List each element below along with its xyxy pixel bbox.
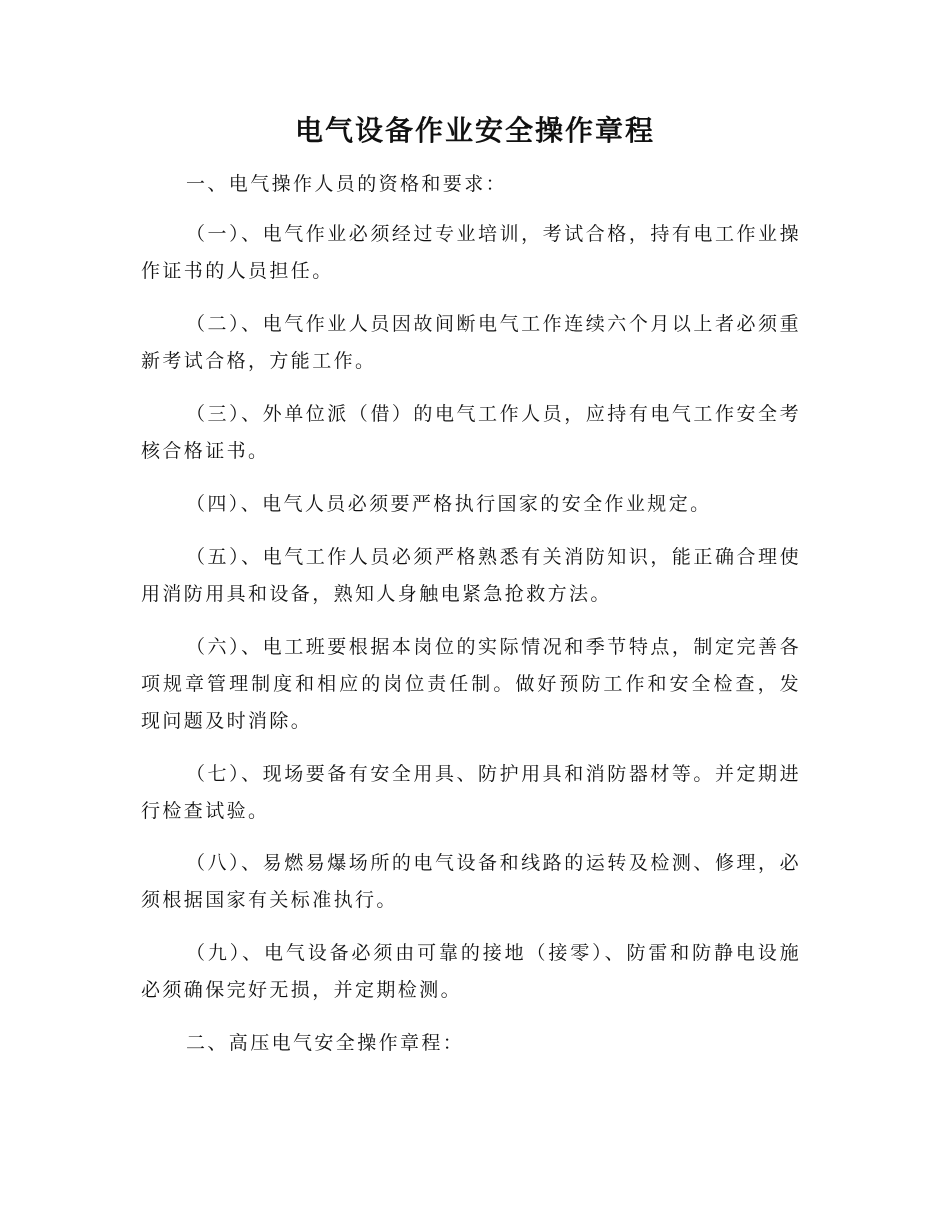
paragraph-9: （九）、电气设备必须由可靠的接地（接零）、防雷和防静电设施必须确保完好无损，并定期检测。 xyxy=(141,942,801,1001)
paragraph-8: （八）、易燃易爆场所的电气设备和线路的运转及检测、修理，必须根据国家有关标准执行。 xyxy=(141,852,801,911)
paragraph-4: （四）、电气人员必须要严格执行国家的安全作业规定。 xyxy=(186,493,712,515)
paragraph-7: （七）、现场要备有安全用具、防护用具和消防器材等。并定期进行检查试验。 xyxy=(141,763,801,822)
paragraph-2: （二）、电气作业人员因故间断电气工作连续六个月以上者必须重新考试合格，方能工作。 xyxy=(141,313,801,372)
paragraph-1: （一）、电气作业必须经过专业培训，考试合格，持有电工作业操作证书的人员担任。 xyxy=(141,223,801,282)
section-heading-1: 一、电气操作人员的资格和要求： xyxy=(186,173,508,195)
paragraph-6: （六）、电工班要根据本岗位的实际情况和季节特点，制定完善各项规章管理制度和相应的岗位责任制。做好预防工作和安全检查，发现问题及时消除。 xyxy=(141,636,801,732)
document-title: 电气设备作业安全操作章程 xyxy=(294,114,655,147)
section-heading-2: 二、高压电气安全操作章程： xyxy=(186,1032,465,1054)
paragraph-5: （五）、电气工作人员必须严格熟悉有关消防知识，能正确合理使用消防用具和设备，熟知人身触电紧急抢救方法。 xyxy=(141,546,801,605)
paragraph-3: （三）、外单位派（借）的电气工作人员，应持有电气工作安全考核合格证书。 xyxy=(141,403,801,462)
